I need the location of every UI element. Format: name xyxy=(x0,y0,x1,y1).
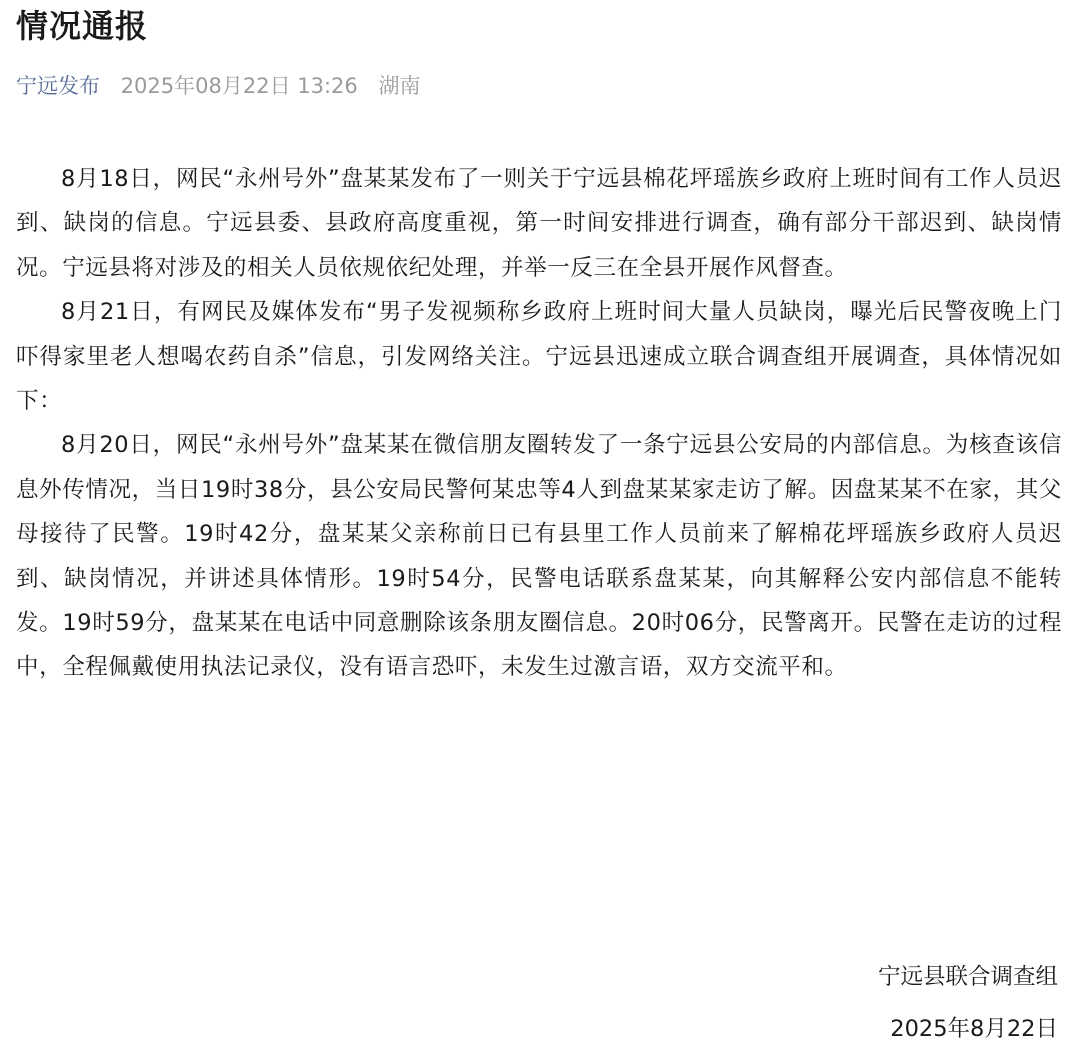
publish-region: 湖南 xyxy=(378,74,421,98)
paragraph-2: 8月21日，有网民及媒体发布“男子发视频称乡政府上班时间大量人员缺岗，曝光后民警夜晚上门吓得家里老人想喝农药自杀”信息，引发网络关注。宁远县迅速成立联合调查组开展调查，具体情况如下： xyxy=(16,299,1062,415)
article-meta xyxy=(16,68,420,104)
article-body xyxy=(16,157,1062,690)
account-name-link[interactable]: 宁远发布 xyxy=(16,74,100,98)
paragraph-1: 8月18日，网民“永州号外”盘某某发布了一则关于宁远县棉花坪瑶族乡政府上班时间有工作人员迟到、缺岗的信息。宁远县委、县政府高度重视，第一时间安排进行调查，确有部分干部迟到、缺岗情况。宁远县将对涉及的相关人员依规依纪处理，并举一反三在全县开展作风督查。 xyxy=(16,166,1062,281)
article-title: 情况通报 xyxy=(16,7,149,45)
signature-org: 宁远县联合调查组 xyxy=(877,964,1058,990)
signature-block xyxy=(878,955,1058,1051)
paragraph-3: 8月20日，网民“永州号外”盘某某在微信朋友圈转发了一条宁远县公安局的内部信息。为核查该信息外传情况，当日19时38分，县公安局民警何某忠等4人到盘某某家走访了解。因盘某某不在家，其父母接待了民警。19时42分，盘某某父亲称前日已有县里工作人员前来了解棉花坪瑶族乡政府人员迟到、缺岗情况，并讲述具体情形。19时54分，民警电话联系盘某某，向其解释公安内部信息不能转发。19时59分，盘某某在电话中同意删除该条朋友圈信息。20时06分，民警离开。民警在走访的过程中，全程佩戴使用执法记录仪，没有语言恐吓，未发生过激言语，双方交流平和。 xyxy=(16,432,1062,681)
signature-date: 2025年8月22日 xyxy=(890,1016,1058,1042)
publish-datetime: 2025年08月22日 13:26 xyxy=(120,74,358,98)
